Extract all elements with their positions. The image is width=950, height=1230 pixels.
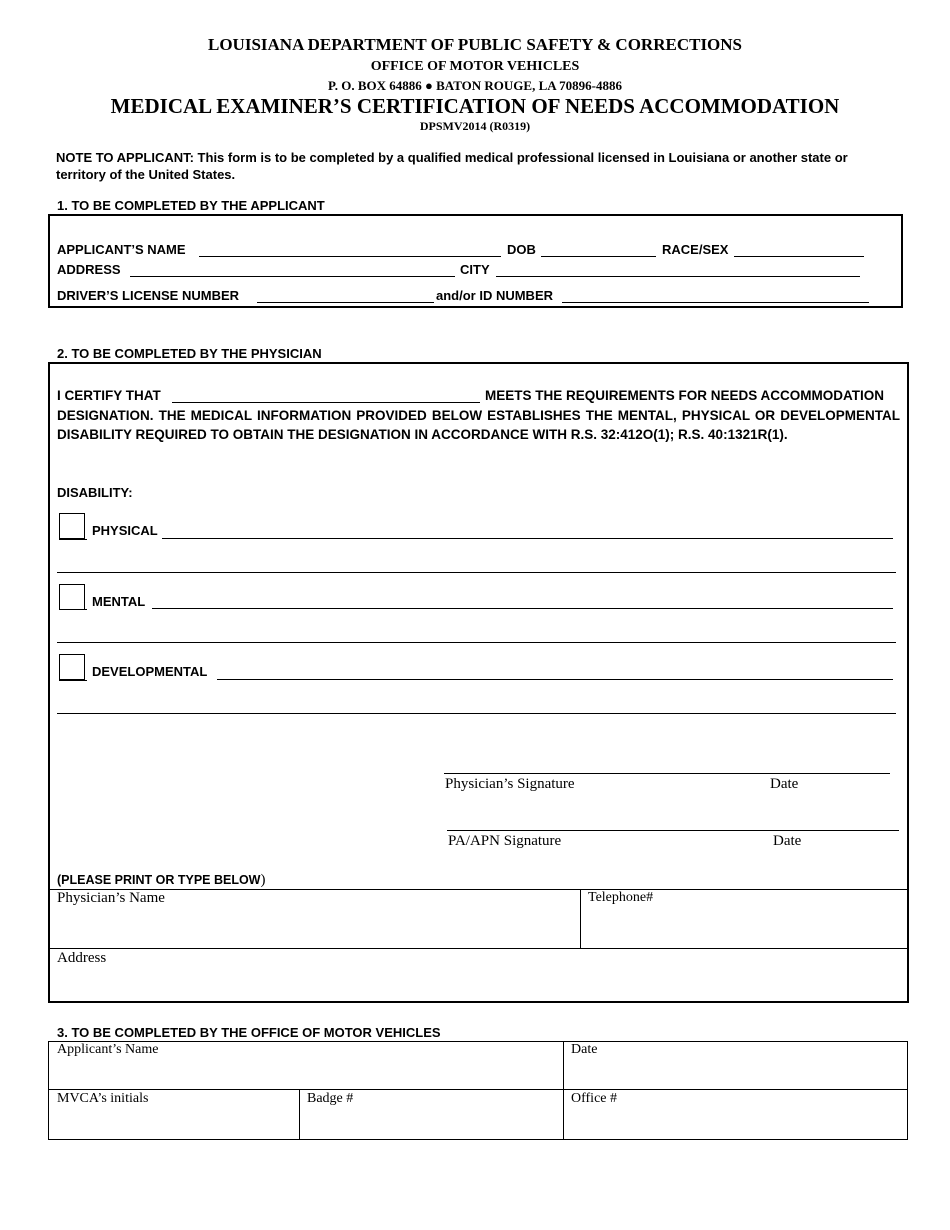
developmental-field[interactable] bbox=[217, 679, 893, 680]
office-number-field[interactable] bbox=[566, 1109, 906, 1138]
form-title: MEDICAL EXAMINER’S CERTIFICATION OF NEEDS ACCOMMODATION bbox=[110, 94, 840, 118]
developmental-checkbox[interactable] bbox=[59, 654, 85, 680]
address-field[interactable] bbox=[130, 276, 455, 277]
certified-person-field[interactable] bbox=[172, 402, 480, 403]
omv-applicant-name-field[interactable] bbox=[50, 1060, 560, 1087]
pa-apn-signature-date-label: Date bbox=[773, 833, 802, 849]
omv-table-row-border bbox=[48, 1089, 908, 1090]
note-to-applicant: NOTE TO APPLICANT: This form is to be completed by a qualified medical professional licensed in Louisiana or another state or territory of the United States. bbox=[56, 150, 848, 182]
physician-signature-line[interactable] bbox=[444, 773, 890, 774]
physical-field-line2[interactable] bbox=[57, 572, 896, 573]
applicant-name-label: APPLICANT’S NAME bbox=[57, 242, 186, 257]
pa-apn-signature-label: PA/APN Signature bbox=[448, 833, 562, 849]
section1-heading: 1. TO BE COMPLETED BY THE APPLICANT bbox=[57, 198, 325, 213]
city-label: CITY bbox=[460, 262, 490, 277]
office-address: P. O. BOX 64886 ● BATON ROUGE, LA 70896-4886 bbox=[327, 78, 622, 93]
certify-prefix: I CERTIFY THAT bbox=[57, 388, 161, 403]
dob-label: DOB bbox=[507, 242, 536, 257]
physician-address-field[interactable] bbox=[50, 968, 906, 1000]
office-number-label: Office # bbox=[571, 1091, 617, 1106]
omv-date-field[interactable] bbox=[566, 1060, 906, 1087]
physical-checkbox[interactable] bbox=[59, 513, 85, 539]
city-field[interactable] bbox=[496, 276, 860, 277]
section2-heading: 2. TO BE COMPLETED BY THE PHYSICIAN bbox=[57, 346, 322, 361]
license-number-field[interactable] bbox=[257, 302, 434, 303]
license-number-label: DRIVER’S LICENSE NUMBER bbox=[57, 288, 240, 303]
certify-body: DESIGNATION. THE MEDICAL INFORMATION PROVIDED BELOW ESTABLISHES THE MENTAL, PHYSICAL OR DEVELOPMENTAL DISABILITY REQUIRED TO OBTAIN THE DESIGNATION IN ACCORDANCE WITH R.S. 32:412O(1); R.S. 40:1321R(1). bbox=[57, 408, 900, 442]
omv-table-divider-right bbox=[563, 1041, 564, 1140]
telephone-field[interactable] bbox=[582, 908, 906, 946]
mental-field[interactable] bbox=[152, 608, 893, 609]
developmental-field-line2[interactable] bbox=[57, 713, 896, 714]
physical-checkbox-underline bbox=[59, 539, 87, 540]
developmental-label: DEVELOPMENTAL bbox=[92, 664, 208, 679]
mental-checkbox-underline bbox=[59, 609, 87, 610]
race-sex-label: RACE/SEX bbox=[662, 242, 729, 257]
print-table-middle-border bbox=[49, 948, 908, 949]
physician-box bbox=[48, 362, 909, 1003]
print-instruction-paren: ) bbox=[260, 872, 266, 888]
section3-heading: 3. TO BE COMPLETED BY THE OFFICE OF MOTOR VEHICLES bbox=[57, 1025, 441, 1040]
mental-label: MENTAL bbox=[92, 594, 146, 609]
developmental-checkbox-underline bbox=[59, 680, 87, 681]
badge-label: Badge # bbox=[307, 1091, 354, 1106]
omv-date-label: Date bbox=[571, 1042, 598, 1057]
mvca-initials-label: MVCA’s initials bbox=[57, 1091, 149, 1106]
address-label: ADDRESS bbox=[57, 262, 121, 277]
applicant-name-field[interactable] bbox=[199, 256, 501, 257]
physical-label: PHYSICAL bbox=[92, 523, 158, 538]
print-instruction-text: (PLEASE PRINT OR TYPE BELOW bbox=[57, 873, 261, 887]
omv-applicant-name-label: Applicant’s Name bbox=[57, 1042, 159, 1057]
physician-address-label: Address bbox=[57, 950, 107, 966]
badge-field[interactable] bbox=[302, 1109, 560, 1138]
physical-field[interactable] bbox=[162, 538, 893, 539]
id-number-label: and/or ID NUMBER bbox=[436, 288, 553, 303]
id-number-field[interactable] bbox=[562, 302, 869, 303]
dob-field[interactable] bbox=[541, 256, 656, 257]
disability-label: DISABILITY: bbox=[57, 485, 133, 500]
form-number: DPSMV2014 (R0319) bbox=[419, 119, 531, 133]
telephone-label: Telephone# bbox=[588, 890, 654, 905]
print-instruction bbox=[57, 871, 266, 889]
physician-signature-date-label: Date bbox=[770, 776, 799, 792]
print-table-top-border bbox=[49, 889, 908, 890]
physician-signature-label: Physician’s Signature bbox=[445, 776, 575, 792]
mvca-initials-field[interactable] bbox=[50, 1109, 296, 1138]
omv-table-divider-left bbox=[299, 1089, 300, 1140]
department-title: LOUISIANA DEPARTMENT OF PUBLIC SAFETY & CORRECTIONS bbox=[207, 35, 743, 54]
physician-name-label: Physician’s Name bbox=[57, 890, 165, 906]
physician-name-field[interactable] bbox=[50, 908, 578, 946]
pa-apn-signature-line[interactable] bbox=[447, 830, 899, 831]
mental-checkbox[interactable] bbox=[59, 584, 85, 610]
mental-field-line2[interactable] bbox=[57, 642, 896, 643]
certify-suffix: MEETS THE REQUIREMENTS FOR NEEDS ACCOMMODATION bbox=[485, 388, 885, 403]
race-sex-field[interactable] bbox=[734, 256, 864, 257]
office-name: OFFICE OF MOTOR VEHICLES bbox=[370, 59, 580, 74]
print-table-divider bbox=[580, 889, 581, 948]
